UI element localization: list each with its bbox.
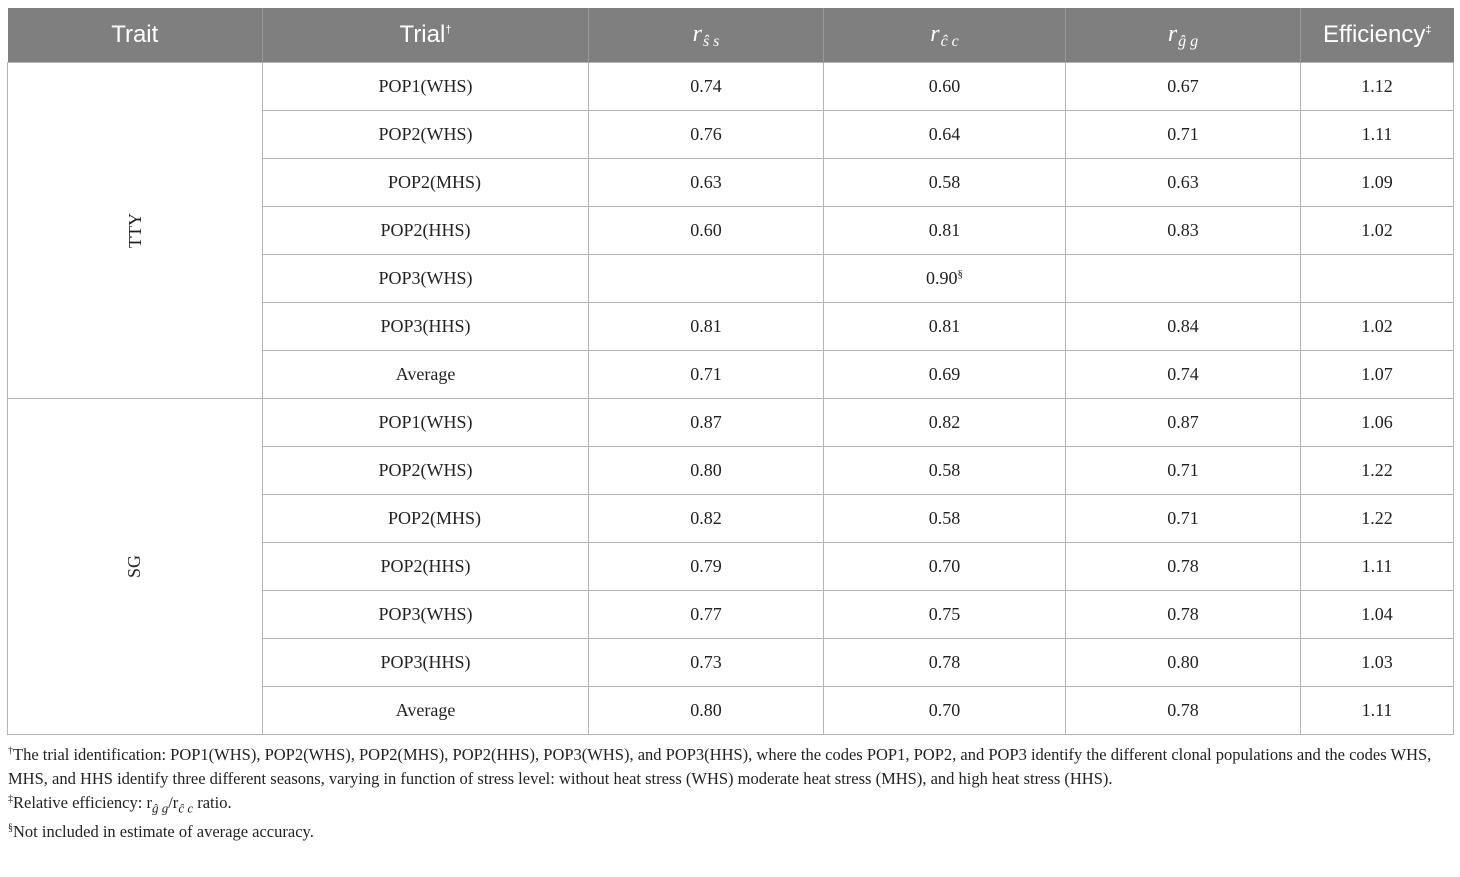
rgg-cell [1066,255,1301,303]
rcc-cell: 0.58 [824,495,1066,543]
rcc-cell: 0.90§ [824,255,1066,303]
efficiency-cell: 1.12 [1301,63,1454,111]
dagger-mark: † [445,24,452,36]
header-efficiency: Efficiency‡ [1301,8,1454,63]
accuracy-table [7,8,1454,735]
rcc-cell: 0.70 [824,687,1066,735]
rss-cell: 0.80 [589,687,824,735]
efficiency-cell: 1.11 [1301,111,1454,159]
trial-cell: POP2(MHS) [263,495,589,543]
efficiency-cell: 1.03 [1301,639,1454,687]
rcc-cell: 0.60 [824,63,1066,111]
header-r-ss: $r_{ŝ s}$ [589,8,824,63]
rgg-cell: 0.80 [1066,639,1301,687]
efficiency-cell: 1.22 [1301,495,1454,543]
efficiency-cell: 1.07 [1301,351,1454,399]
trial-cell: POP3(HHS) [263,639,589,687]
efficiency-cell: 1.22 [1301,447,1454,495]
header-trial: Trial† [263,8,589,63]
efficiency-cell: 1.06 [1301,399,1454,447]
footnotes [8,743,1454,844]
rss-cell: 0.60 [589,207,824,255]
rss-cell: 0.87 [589,399,824,447]
efficiency-cell: 1.04 [1301,591,1454,639]
rgg-cell: 0.67 [1066,63,1301,111]
rss-cell: 0.73 [589,639,824,687]
efficiency-cell: 1.11 [1301,687,1454,735]
rss-cell: 0.63 [589,159,824,207]
trial-cell: POP1(WHS) [263,399,589,447]
table-row [8,399,1454,447]
rcc-cell: 0.81 [824,207,1066,255]
efficiency-cell: 1.09 [1301,159,1454,207]
header-r-cc: $r_{ĉ c}$ [824,8,1066,63]
header-row [8,8,1454,63]
trial-cell: POP3(HHS) [263,303,589,351]
rgg-cell: 0.84 [1066,303,1301,351]
rgg-cell: 0.78 [1066,687,1301,735]
section-mark: § [957,268,963,280]
efficiency-cell [1301,255,1454,303]
rcc-cell: 0.70 [824,543,1066,591]
rgg-cell: 0.83 [1066,207,1301,255]
rss-cell: 0.80 [589,447,824,495]
rcc-cell: 0.64 [824,111,1066,159]
table-row [8,63,1454,111]
efficiency-cell: 1.11 [1301,543,1454,591]
rgg-cell: 0.87 [1066,399,1301,447]
rcc-cell: 0.82 [824,399,1066,447]
efficiency-cell: 1.02 [1301,303,1454,351]
footnote-ddagger: ‡Relative efficiency: $r_{ĝ g}/r_{ĉ c}$ ratio. [8,793,232,816]
rcc-cell: 0.69 [824,351,1066,399]
trial-cell: POP2(MHS) [263,159,589,207]
trial-cell: POP2(WHS) [263,111,589,159]
ddagger-mark: ‡ [1425,24,1432,36]
footnote-section: §Not included in estimate of average accuracy. [8,822,314,842]
rcc-cell: 0.78 [824,639,1066,687]
trial-cell: POP2(HHS) [263,543,589,591]
rgg-cell: 0.71 [1066,111,1301,159]
rcc-cell: 0.81 [824,303,1066,351]
trial-cell: Average [263,351,589,399]
header-trait: Trait [8,8,263,63]
rss-cell: 0.82 [589,495,824,543]
footnote-dagger: †The trial identification: POP1(WHS), POP2(WHS), POP2(MHS), POP2(HHS), POP3(WHS), and POP3(HHS), where the codes POP1, POP2, and POP3 identify the different clonal populations and the codes WHS, MHS, and HHS identify three different seasons, varying in function of stress level: without heat stress (WHS) moderate heat stress (MHS), and high heat stress (HHS). [8,745,1432,788]
rcc-cell: 0.75 [824,591,1066,639]
rss-cell [589,255,824,303]
rgg-cell: 0.78 [1066,591,1301,639]
trial-cell: POP3(WHS) [263,591,589,639]
trial-cell: POP2(HHS) [263,207,589,255]
rgg-cell: 0.78 [1066,543,1301,591]
rss-cell: 0.81 [589,303,824,351]
rcc-cell: 0.58 [824,447,1066,495]
trait-cell-sg: SG [8,399,263,735]
rgg-cell: 0.63 [1066,159,1301,207]
trial-cell: Average [263,687,589,735]
trial-cell: POP1(WHS) [263,63,589,111]
header-r-gg: $r_{ĝ g}$ [1066,8,1301,63]
rss-cell: 0.74 [589,63,824,111]
trial-cell: POP2(WHS) [263,447,589,495]
rcc-cell: 0.58 [824,159,1066,207]
rss-cell: 0.79 [589,543,824,591]
trait-cell-tty: TTY [8,63,263,399]
efficiency-cell: 1.02 [1301,207,1454,255]
trial-cell: POP3(WHS) [263,255,589,303]
rgg-cell: 0.74 [1066,351,1301,399]
rss-cell: 0.77 [589,591,824,639]
rss-cell: 0.76 [589,111,824,159]
rgg-cell: 0.71 [1066,495,1301,543]
rgg-cell: 0.71 [1066,447,1301,495]
rss-cell: 0.71 [589,351,824,399]
